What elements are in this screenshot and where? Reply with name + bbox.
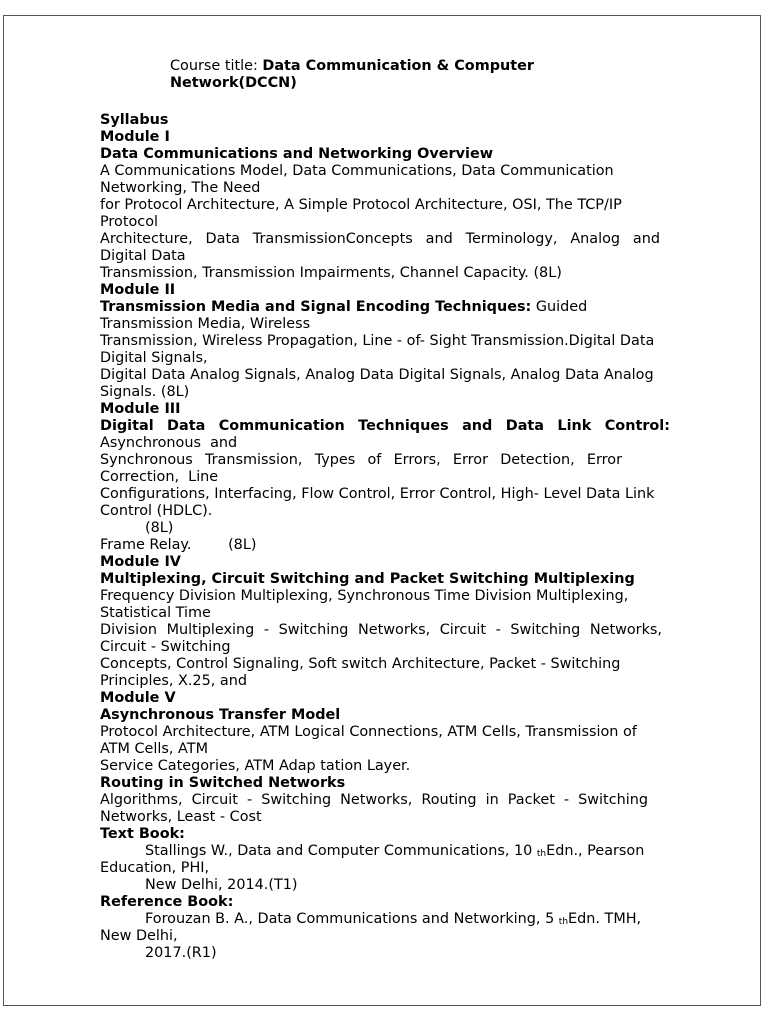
module-5-heading: Module V bbox=[100, 690, 176, 706]
document-body bbox=[100, 58, 680, 962]
module-2-title: Transmission Media and Signal Encoding Techniques: bbox=[100, 299, 532, 315]
course-title: Data Communication & Computer bbox=[262, 58, 534, 74]
text: Edn. TMH, bbox=[568, 911, 642, 927]
text-line: Transmission, Transmission Impairments, Channel Capacity. (8L) bbox=[100, 265, 562, 281]
text-line: New Delhi, 2014.(T1) bbox=[145, 877, 298, 893]
text-line: Signals. (8L) bbox=[100, 384, 190, 400]
superscript: th bbox=[536, 849, 547, 859]
text-line: Networking, The Need bbox=[100, 180, 261, 196]
course-title-cont: Network(DCCN) bbox=[170, 75, 297, 91]
text-line: Networks, Least - Cost bbox=[100, 809, 262, 825]
text-line: for Protocol Architecture, A Simple Protocol Architecture, OSI, The TCP/IP bbox=[100, 197, 622, 213]
text-line: Digital Data bbox=[100, 248, 186, 264]
text-line: Frequency Division Multiplexing, Synchronous Time Division Multiplexing, bbox=[100, 588, 629, 604]
text-line: Principles, X.25, and bbox=[100, 673, 247, 689]
module-1-heading: Module I bbox=[100, 129, 170, 145]
module-2-title-line bbox=[100, 299, 680, 316]
text-line: Digital Data Analog Signals, Analog Data Digital Signals, Analog Data Analog bbox=[100, 367, 654, 383]
module-2-heading: Module II bbox=[100, 282, 176, 298]
module-4-heading: Module IV bbox=[100, 554, 181, 570]
text: Forouzan B. A., Data Communications and Networking, 5 bbox=[145, 911, 559, 927]
text-line: Statistical Time bbox=[100, 605, 211, 621]
module-1-title: Data Communications and Networking Overview bbox=[100, 146, 494, 162]
text: Stallings W., Data and Computer Communications, 10 bbox=[145, 843, 537, 859]
module-3-heading: Module III bbox=[100, 401, 181, 417]
module-3-title: Digital Data Communication Techniques and Data Link Control: bbox=[100, 418, 670, 434]
text-line: Control (HDLC). bbox=[100, 503, 213, 519]
text-line: (8L) bbox=[145, 520, 174, 536]
text-line: Correction, Line bbox=[100, 469, 219, 485]
text-line: A Communications Model, Data Communications, Data Communication bbox=[100, 163, 614, 179]
syllabus-heading: Syllabus bbox=[100, 112, 169, 128]
text-line: Protocol bbox=[100, 214, 158, 230]
text-line: Synchronous Transmission, Types of Errors, Error Detection, Error bbox=[100, 452, 622, 468]
text: Guided bbox=[531, 299, 588, 315]
text-book-heading: Text Book: bbox=[100, 826, 185, 842]
course-title-label: Course title: bbox=[170, 58, 263, 74]
text-line: Transmission, Wireless Propagation, Line - of- Sight Transmission.Digital Data bbox=[100, 333, 655, 349]
text-line: Education, PHI, bbox=[100, 860, 210, 876]
module-5-title: Asynchronous Transfer Model bbox=[100, 707, 341, 723]
text-line: Algorithms, Circuit - Switching Networks, Routing in Packet - Switching bbox=[100, 792, 648, 808]
text-line: Architecture, Data TransmissionConcepts and Terminology, Analog and bbox=[100, 231, 660, 247]
text-line: 2017.(R1) bbox=[145, 945, 217, 961]
text-line: Concepts, Control Signaling, Soft switch Architecture, Packet - Switching bbox=[100, 656, 621, 672]
text-line: Service Categories, ATM Adap tation Layer. bbox=[100, 758, 411, 774]
reference-book-line bbox=[145, 911, 680, 928]
text-line: New Delhi, bbox=[100, 928, 178, 944]
text-line: Protocol Architecture, ATM Logical Connections, ATM Cells, Transmission of bbox=[100, 724, 637, 740]
text-book-line bbox=[145, 843, 680, 860]
module-4-title: Multiplexing, Circuit Switching and Packet Switching Multiplexing bbox=[100, 571, 635, 587]
course-title-line bbox=[170, 58, 680, 75]
text-line: ATM Cells, ATM bbox=[100, 741, 208, 757]
text-line: Division Multiplexing - Switching Networks, Circuit - Switching Networks, bbox=[100, 622, 662, 638]
text-line: Configurations, Interfacing, Flow Control, Error Control, High- Level Data Link bbox=[100, 486, 655, 502]
text-line: Frame Relay. (8L) bbox=[100, 537, 257, 553]
text-line: Circuit - Switching bbox=[100, 639, 231, 655]
text-line: Asynchronous and bbox=[100, 435, 238, 451]
text-line: Transmission Media, Wireless bbox=[100, 316, 311, 332]
routing-heading: Routing in Switched Networks bbox=[100, 775, 346, 791]
reference-book-heading: Reference Book: bbox=[100, 894, 234, 910]
text: Edn., Pearson bbox=[546, 843, 645, 859]
text-line: Digital Signals, bbox=[100, 350, 208, 366]
superscript: th bbox=[558, 917, 569, 927]
